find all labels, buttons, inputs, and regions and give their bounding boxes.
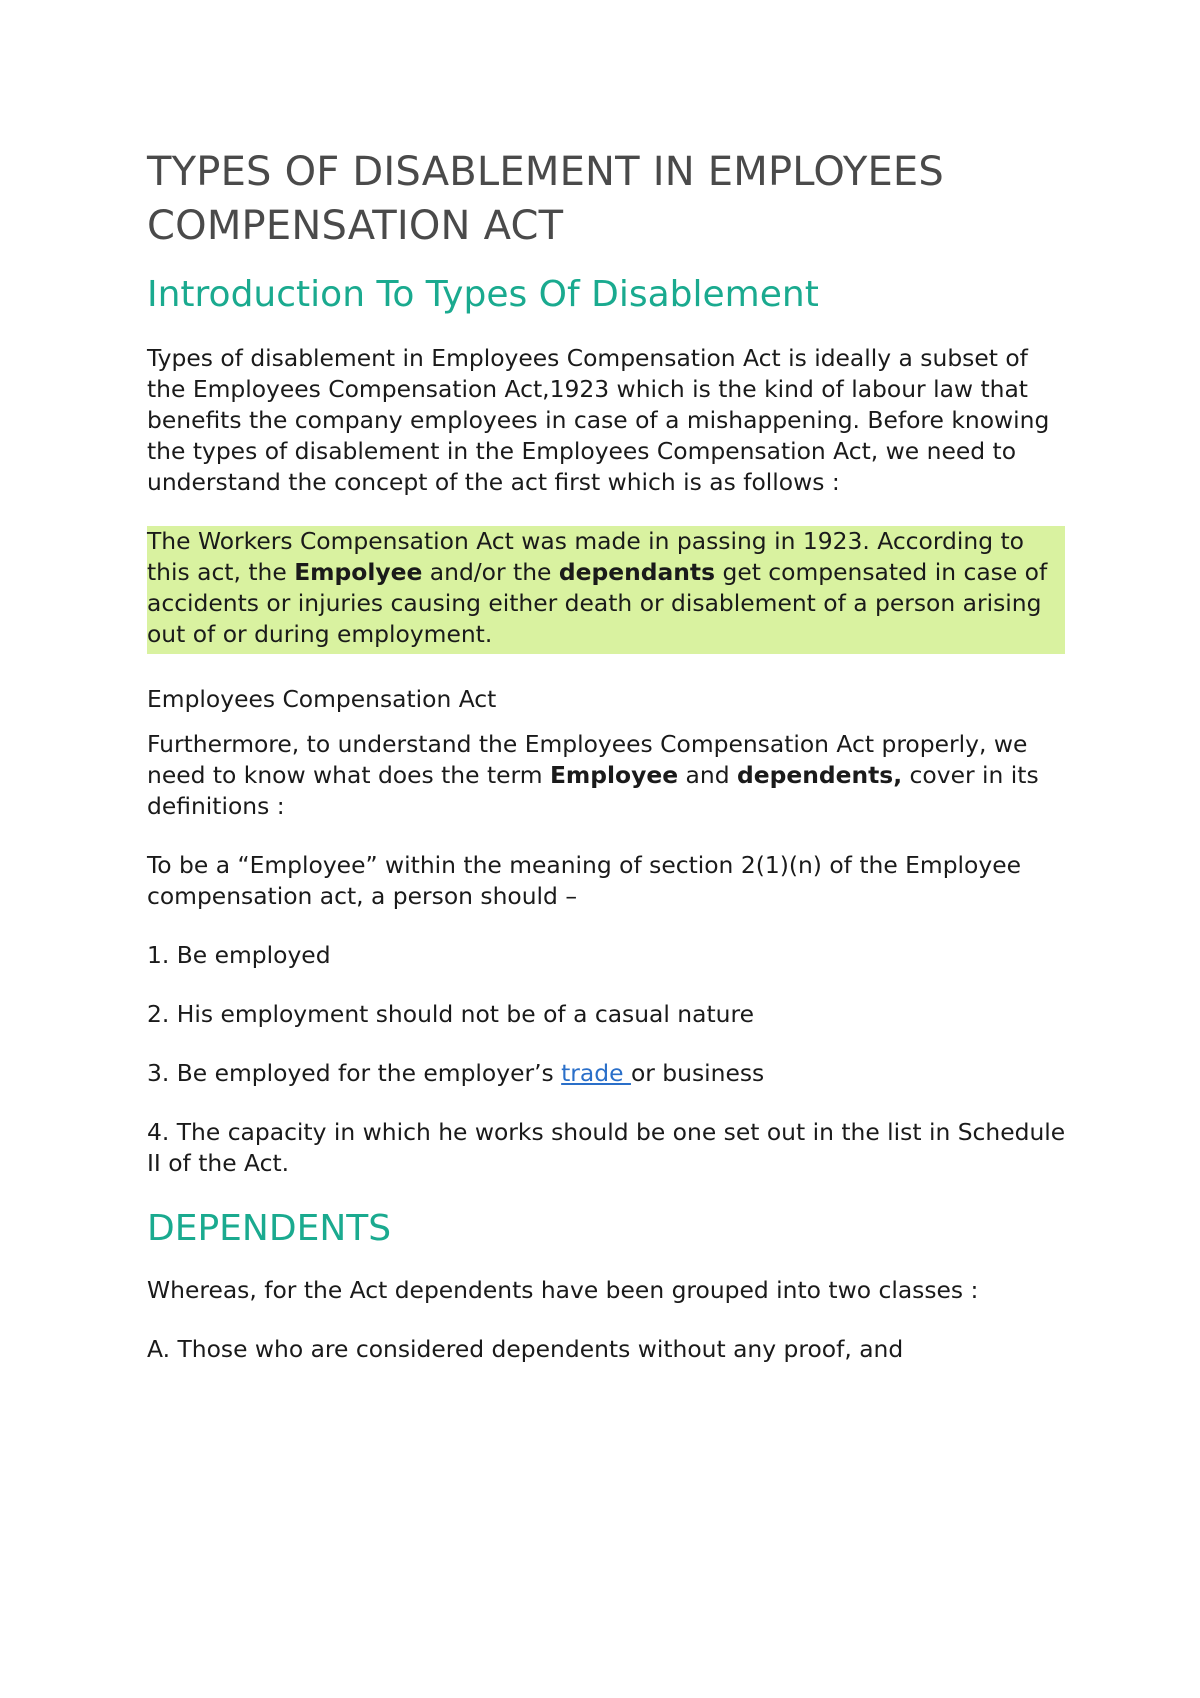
dependents-heading: DEPENDENTS [147,1208,392,1249]
highlighted-block [147,526,1065,654]
bold-dependants: dependants [558,558,716,586]
document-page [147,145,1067,1393]
dependents-paragraph: Whereas, for the Act dependents have been grouped into two classes : [147,1276,979,1304]
trade-link[interactable]: trade [561,1059,631,1087]
act-subheading: Employees Compensation Act [147,685,497,713]
bold-employee: Employee [549,761,679,789]
furthermore-paragraph: Furthermore, to understand the Employees Compensation Act properly, we need to know what does the term Employee and dependents, cover in its definitions : [147,730,1039,820]
highlight-paragraph: The Workers Compensation Act was made in passing in 1923. According to this act, the Empolyee and/or the dependants get compensated in case of accidents or injuries causing either death or disablement of a person arising out of or during employment. [147,527,1048,648]
list-item: 2. His employment should not be of a casual nature [147,1000,754,1028]
class-a-item: A. Those who are considered dependents without any proof, and [147,1335,904,1363]
list-item: 4. The capacity in which he works should be one set out in the list in Schedule II of the Act. [147,1118,1066,1177]
document-title: TYPES OF DISABLEMENT IN EMPLOYEES COMPENSATION ACT [147,149,944,249]
list-item: 1. Be employed [147,941,331,969]
intro-heading: Introduction To Types Of Disablement [147,274,819,315]
list-item: 3. Be employed for the employer’s trade or business [147,1059,765,1087]
intro-paragraph: Types of disablement in Employees Compensation Act is ideally a subset of the Employees Compensation Act,1923 which is the kind of labour law that benefits the company employees in case of a mishappening. Before knowing the types of disablement in the Employees Compensation Act, we need to understand the concept of the act first which is as follows : [147,344,1050,496]
bold-dependents: dependents, [737,761,903,789]
definition-intro: To be a “Employee” within the meaning of section 2(1)(n) of the Employee compensation act, a person should – [147,851,1021,910]
bold-empolyee: Empolyee [294,558,423,586]
